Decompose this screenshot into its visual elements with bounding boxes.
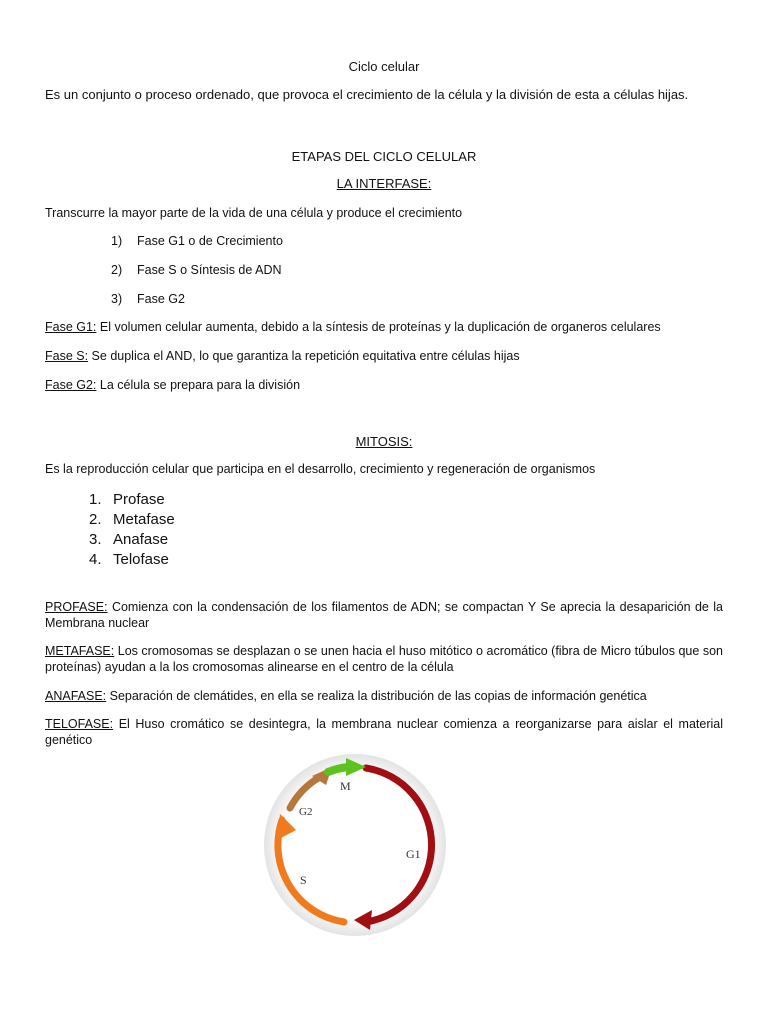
list-item: 2. Metafase xyxy=(89,511,175,528)
definition-g1: Fase G1: El volumen celular aumenta, debido a la síntesis de proteínas y la duplicación de organeros celulares xyxy=(45,320,661,334)
mitosis-paragraph: Es la reproducción celular que participa en el desarrollo, crecimiento y regeneración de organismos xyxy=(45,462,596,476)
anafase-description: ANAFASE: Separación de clemátides, en ella se realiza la distribución de las copias de información genética xyxy=(45,689,647,703)
cell-cycle-diagram xyxy=(262,752,448,938)
label-g1: G1 xyxy=(406,847,421,861)
label-g2: G2 xyxy=(299,806,313,818)
label-s: S xyxy=(300,873,307,887)
interfase-phase-list xyxy=(111,234,283,321)
intro-paragraph: Es un conjunto o proceso ordenado, que provoca el crecimiento de la célula y la división de esta a células hijas. xyxy=(45,87,689,102)
document-title: Ciclo celular xyxy=(348,59,420,74)
definition-g2: Fase G2: La célula se prepara para la división xyxy=(45,378,301,392)
interfase-heading: LA INTERFASE: xyxy=(336,176,432,191)
profase-description: PROFASE: Comienza con la condensación de los filamentos de ADN; se compactan Y Se aprecia la desaparición de la Membrana nuclear xyxy=(45,600,723,630)
list-item: 2) Fase S o Síntesis de ADN xyxy=(111,263,282,277)
metafase-description: METAFASE: Los cromosomas se desplazan o se unen hacia el huso mitótico o acromático (fibra de Micro túbulos que son proteínas) ayudan a la los cromosomas alinearse en el centro de la célula xyxy=(45,644,723,674)
list-item: 4. Telofase xyxy=(89,551,169,568)
interfase-paragraph: Transcurre la mayor parte de la vida de una célula y produce el crecimiento xyxy=(45,206,463,220)
diagram-background xyxy=(264,754,446,936)
mitosis-stage-list xyxy=(89,491,175,571)
definition-s: Fase S: Se duplica el AND, lo que garantiza la repetición equitativa entre células hijas xyxy=(45,349,520,363)
list-item: 3. Anafase xyxy=(89,531,169,548)
mitosis-heading: MITOSIS: xyxy=(355,434,413,449)
list-item: 1) Fase G1 o de Crecimiento xyxy=(111,234,283,248)
list-item: 1. Profase xyxy=(89,491,165,508)
list-item: 3) Fase G2 xyxy=(111,292,185,306)
m-arc xyxy=(328,767,348,772)
label-m: M xyxy=(340,779,351,793)
etapas-heading: ETAPAS DEL CICLO CELULAR xyxy=(291,149,477,164)
telofase-description: TELOFASE: El Huso cromático se desintegra, la membrana nuclear comienza a reorganizarse para aislar el material genético xyxy=(45,717,723,747)
